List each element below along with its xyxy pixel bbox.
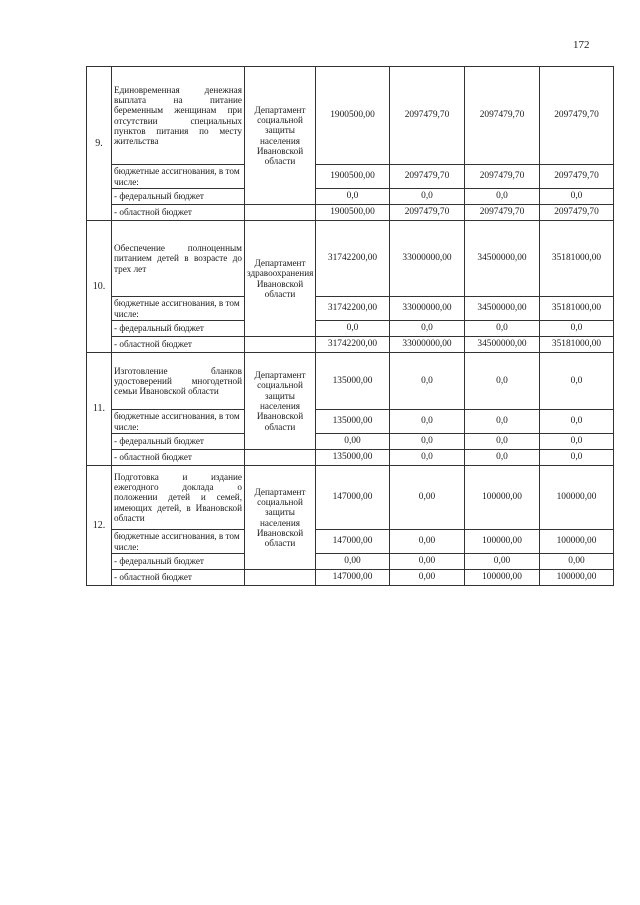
amount-cell: 100000,00 [540,466,614,530]
amount-cell: 0,0 [390,321,465,337]
program-row [87,67,614,165]
amount-cell: 0,0 [390,189,465,205]
amount-cell: 0,0 [465,321,540,337]
amount-cell: 0,0 [465,353,540,410]
amount-cell: 2097479,70 [390,67,465,165]
amount-cell: 33000000,00 [390,297,465,321]
program-title: Единовременная денежная выплата на питание беременным женщинам при отсутствии специальных пунктов питания по месту жительства [112,67,245,165]
funding-label: бюджетные ассигнования, в том числе: [112,165,245,189]
funding-label: - областной бюджет [112,450,245,466]
amount-cell: 100000,00 [465,570,540,586]
amount-cell: 0,0 [540,353,614,410]
funding-label: бюджетные ассигнования, в том числе: [112,297,245,321]
amount-cell: 33000000,00 [390,337,465,353]
department-cell-empty [245,450,316,466]
amount-cell: 100000,00 [465,530,540,554]
amount-cell: 2097479,70 [390,205,465,221]
row-number: 12. [87,466,112,586]
funding-row [87,165,614,189]
amount-cell: 1900500,00 [316,165,390,189]
funding-label: - областной бюджет [112,205,245,221]
funding-row [87,530,614,554]
department-cell-empty [245,205,316,221]
amount-cell: 0,00 [316,554,390,570]
amount-cell: 35181000,00 [540,297,614,321]
row-number: 10. [87,221,112,353]
program-row [87,221,614,297]
amount-cell: 35181000,00 [540,221,614,297]
amount-cell: 0,00 [390,530,465,554]
department-cell: Департамент социальной защиты населения Ивановской области [245,353,316,450]
amount-cell: 100000,00 [465,466,540,530]
funding-label: - федеральный бюджет [112,321,245,337]
row-number: 11. [87,353,112,466]
budget-table [86,66,614,586]
amount-cell: 34500000,00 [465,221,540,297]
amount-cell: 2097479,70 [540,165,614,189]
program-title: Изготовление бланков удостоверений многодетной семьи Ивановской области [112,353,245,410]
program-row [87,466,614,530]
funding-label: - федеральный бюджет [112,554,245,570]
amount-cell: 135000,00 [316,353,390,410]
amount-cell: 1900500,00 [316,67,390,165]
amount-cell: 31742200,00 [316,297,390,321]
amount-cell: 0,0 [390,434,465,450]
amount-cell: 34500000,00 [465,297,540,321]
funding-label: - федеральный бюджет [112,189,245,205]
amount-cell: 0,0 [540,321,614,337]
amount-cell: 0,0 [465,410,540,434]
amount-cell: 0,0 [316,189,390,205]
table-body [87,67,614,586]
program-row [87,353,614,410]
amount-cell: 0,0 [465,434,540,450]
amount-cell: 0,00 [540,554,614,570]
amount-cell: 135000,00 [316,410,390,434]
page-number: 172 [573,39,590,51]
amount-cell: 34500000,00 [465,337,540,353]
amount-cell: 0,0 [390,410,465,434]
amount-cell: 0,00 [390,466,465,530]
amount-cell: 2097479,70 [390,165,465,189]
amount-cell: 33000000,00 [390,221,465,297]
funding-row [87,434,614,450]
amount-cell: 2097479,70 [540,205,614,221]
amount-cell: 0,00 [316,434,390,450]
amount-cell: 0,0 [540,189,614,205]
funding-row [87,410,614,434]
amount-cell: 0,0 [540,434,614,450]
amount-cell: 147000,00 [316,570,390,586]
funding-row [87,554,614,570]
funding-row [87,321,614,337]
amount-cell: 0,00 [465,554,540,570]
amount-cell: 31742200,00 [316,337,390,353]
amount-cell: 2097479,70 [465,205,540,221]
department-cell-empty [245,337,316,353]
amount-cell: 0,0 [465,450,540,466]
amount-cell: 147000,00 [316,530,390,554]
amount-cell: 0,0 [390,353,465,410]
department-cell: Департамент здравоохранения Ивановской области [245,221,316,337]
amount-cell: 2097479,70 [540,67,614,165]
funding-row [87,337,614,353]
row-number: 9. [87,67,112,221]
amount-cell: 2097479,70 [465,165,540,189]
department-cell: Департамент социальной защиты населения Ивановской области [245,67,316,205]
funding-row [87,189,614,205]
funding-row [87,297,614,321]
funding-row [87,570,614,586]
program-title: Обеспечение полноценным питанием детей в возрасте до трех лет [112,221,245,297]
department-cell: Департамент социальной защиты населения Ивановской области [245,466,316,570]
funding-label: бюджетные ассигнования, в том числе: [112,410,245,434]
department-cell-empty [245,570,316,586]
funding-label: бюджетные ассигнования, в том числе: [112,530,245,554]
funding-row [87,205,614,221]
amount-cell: 35181000,00 [540,337,614,353]
amount-cell: 0,00 [390,570,465,586]
amount-cell: 0,0 [465,189,540,205]
amount-cell: 0,00 [390,554,465,570]
funding-label: - федеральный бюджет [112,434,245,450]
amount-cell: 31742200,00 [316,221,390,297]
amount-cell: 0,0 [540,450,614,466]
amount-cell: 0,0 [390,450,465,466]
amount-cell: 0,0 [316,321,390,337]
amount-cell: 135000,00 [316,450,390,466]
amount-cell: 100000,00 [540,530,614,554]
program-title: Подготовка и издание ежегодного доклада о положении детей и семей, имеющих детей, в Ивановской области [112,466,245,530]
amount-cell: 100000,00 [540,570,614,586]
amount-cell: 1900500,00 [316,205,390,221]
funding-row [87,450,614,466]
funding-label: - областной бюджет [112,570,245,586]
amount-cell: 2097479,70 [465,67,540,165]
funding-label: - областной бюджет [112,337,245,353]
amount-cell: 147000,00 [316,466,390,530]
amount-cell: 0,0 [540,410,614,434]
